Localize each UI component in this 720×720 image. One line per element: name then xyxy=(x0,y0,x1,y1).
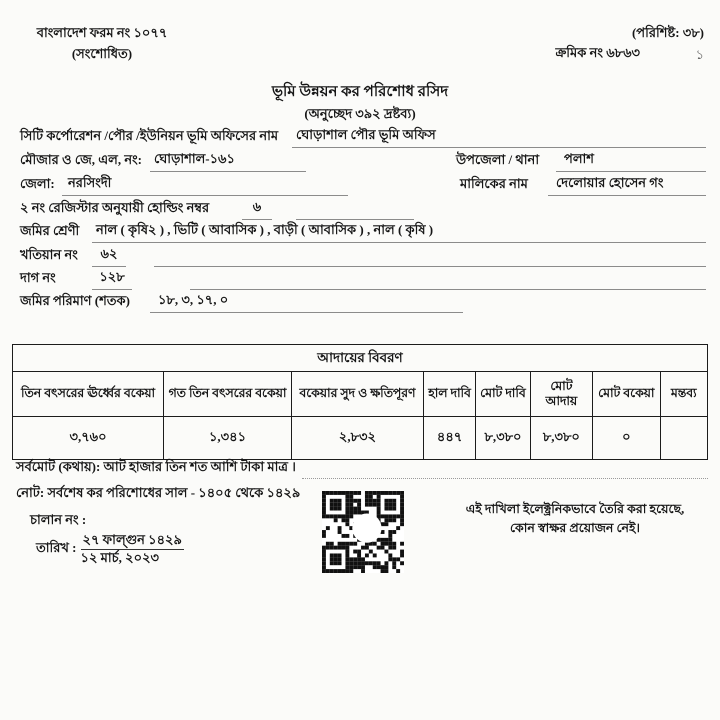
collection-table xyxy=(12,344,708,460)
electronic-note-line2: কোন স্বাক্ষর প্রয়োজন নেই। xyxy=(509,520,640,535)
qr-code xyxy=(322,491,404,573)
area-label: জমির পরিমাণ (শতক) xyxy=(20,293,130,308)
holding-extra-line xyxy=(296,204,414,220)
owner-value: দেলোয়ার হোসেন গং xyxy=(548,174,706,196)
date-values xyxy=(81,532,184,567)
col-arrears-last-three: গত তিন বৎসরের বকেয়া xyxy=(164,372,292,417)
dag-label: দাগ নং xyxy=(20,270,56,285)
field-row-area xyxy=(20,291,706,313)
land-class-value: নাল ( কৃষি২ ) , ভিটি ( আবাসিক ) , বাড়ী ( আবাসিক ) , নাল ( কৃষি ) xyxy=(92,221,706,243)
mouza-value: ঘোড়াশাল-১৬১ xyxy=(150,150,306,172)
cell-arrears-last-three: ১,৩৪১ xyxy=(164,417,292,460)
date-label: তারিখ : xyxy=(36,539,77,555)
owner-label: মালিকের নাম xyxy=(460,176,528,191)
collection-table-wrap xyxy=(12,344,708,460)
khatian-value: ৬২ xyxy=(92,245,126,267)
district-value: নরসিংদী xyxy=(62,174,348,196)
cell-total-claim: ৮,৩৮০ xyxy=(476,417,530,460)
field-row-mouza xyxy=(20,150,706,172)
cell-total-collected: ৮,৩৮০ xyxy=(530,417,592,460)
cell-total-arrears: ০ xyxy=(593,417,660,460)
serial-number: ক্রমিক নং ৬৮৬৩ xyxy=(555,45,640,60)
field-row-dag xyxy=(20,268,706,290)
form-number: বাংলাদেশ ফরম নং ১০৭৭ xyxy=(36,25,168,40)
field-row-district xyxy=(20,174,706,196)
challan-label: চালান নং : xyxy=(30,512,87,527)
appendix-number: (পরিশিষ্ট: ৩৮) xyxy=(631,25,704,40)
khatian-extra-line xyxy=(154,251,706,267)
form-revised: (সংশোধিত) xyxy=(71,46,133,61)
dag-value: ১২৮ xyxy=(92,268,132,290)
col-total-claim: মোট দাবি xyxy=(476,372,530,417)
cell-arrears-over-three: ৩,৭৬০ xyxy=(13,417,164,460)
date-gregorian: ১২ মার্চ, ২০২৩ xyxy=(80,549,159,565)
total-in-words-row xyxy=(16,458,708,479)
cell-remarks xyxy=(660,417,707,460)
cell-current-claim: ৪৪৭ xyxy=(423,417,475,460)
date-bangla: ২৭ ফাল্গুন ১৪২৯ xyxy=(81,532,184,550)
electronic-note xyxy=(450,500,700,538)
district-label: জেলা: xyxy=(20,176,55,191)
page-title: ভূমি উন্নয়ন কর পরিশোধ রসিদ xyxy=(271,84,449,100)
col-current-claim: হাল দাবি xyxy=(423,372,475,417)
field-row-land-class xyxy=(20,221,706,243)
field-row-holding xyxy=(20,198,706,220)
table-title: আদায়ের বিবরণ xyxy=(13,345,708,372)
area-value: ১৮, ৩, ১৭, ০ xyxy=(150,291,463,313)
holding-value: ৬ xyxy=(242,198,272,220)
total-in-words: সর্বমোট (কথায়): আট হাজার তিন শত আশি টাকা মাত্র । xyxy=(16,459,296,474)
upazila-value: পলাশ xyxy=(556,150,706,172)
office-label: সিটি কর্পোরেশন /পৌর /ইউনিয়ন ভূমি অফিসের নাম xyxy=(20,128,279,143)
col-total-arrears: মোট বকেয়া xyxy=(593,372,660,417)
land-class-label: জমির শ্রেণী xyxy=(20,223,80,238)
cell-interest-compensation: ২,৮৩২ xyxy=(291,417,423,460)
table-row xyxy=(13,417,708,460)
col-total-collected: মোট আদায় xyxy=(530,372,592,417)
mouza-label: মৌজার ও জে, এল, নং: xyxy=(20,152,142,167)
date-block xyxy=(36,532,184,567)
field-row-office xyxy=(20,126,706,148)
office-value: ঘোড়াশাল পৌর ভূমি অফিস xyxy=(292,126,706,148)
last-payment-note: নোট: সর্বশেষ কর পরিশোধের সাল - ১৪০৫ থেকে ১৪২৯ xyxy=(16,485,301,500)
khatian-label: খতিয়ান নং xyxy=(20,247,78,262)
upazila-label: উপজেলা / থানা xyxy=(456,152,540,167)
page-subtitle: (অনুচ্ছেদ ৩৯২ দ্রষ্টব্য) xyxy=(304,106,416,121)
appendix-block xyxy=(464,24,704,45)
electronic-note-line1: এই দাখিলা ইলেক্ট্রনিকভাবে তৈরি করা হয়েছে, xyxy=(465,502,685,516)
title-block xyxy=(0,80,720,126)
field-row-khatian xyxy=(20,245,706,267)
col-remarks: মন্তব্য xyxy=(660,372,707,417)
dotted-leader xyxy=(302,464,708,479)
table-header-row xyxy=(13,372,708,417)
col-arrears-over-three: তিন বৎসরের ঊর্ধ্বের বকেয়া xyxy=(13,372,164,417)
holding-label: ২ নং রেজিস্টার অনুযায়ী হোল্ডিং নম্বর xyxy=(20,200,210,215)
dag-extra-line xyxy=(190,274,706,290)
corner-mark: ১ xyxy=(695,47,704,62)
col-interest-compensation: বকেয়ার সুদ ও ক্ষতিপূরণ xyxy=(291,372,423,417)
form-number-block xyxy=(22,24,182,66)
